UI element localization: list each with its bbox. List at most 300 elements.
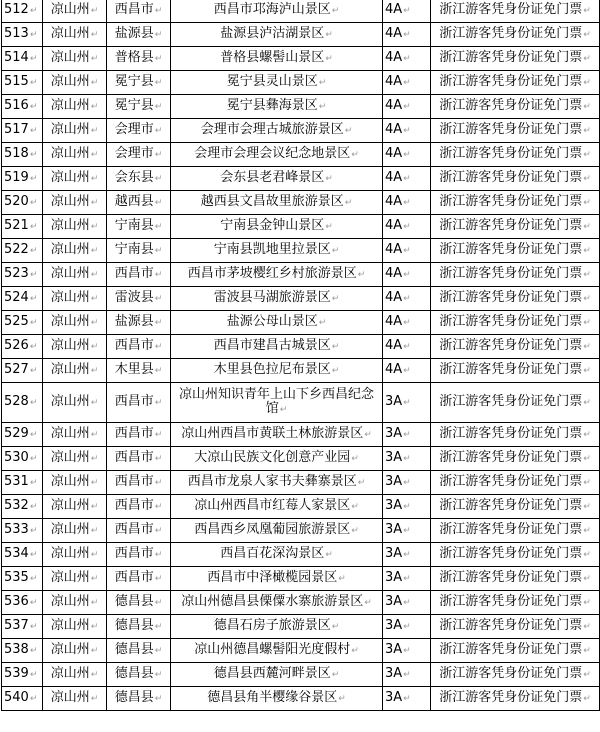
paragraph-mark: ↵ xyxy=(344,198,353,208)
row-number: 529 xyxy=(4,426,29,441)
scenic-spot-name: 西昌市中泽橄榄园景区 xyxy=(207,570,338,585)
scenic-spot-name: 宁南县金钟山景区 xyxy=(220,218,325,233)
policy-cell xyxy=(431,615,600,639)
paragraph-mark: ↵ xyxy=(331,294,340,304)
grade-cell xyxy=(383,263,431,287)
paragraph-mark: ↵ xyxy=(154,30,163,40)
county-cell xyxy=(107,447,171,471)
table-body xyxy=(2,0,600,711)
paragraph-mark: ↵ xyxy=(29,550,38,560)
prefecture: 凉山州 xyxy=(50,194,90,209)
paragraph-mark: ↵ xyxy=(29,502,38,512)
paragraph-mark: ↵ xyxy=(90,550,99,560)
prefecture-cell xyxy=(43,119,107,143)
row-number-cell xyxy=(2,191,43,215)
table-row xyxy=(2,383,600,423)
policy-cell xyxy=(431,359,600,383)
grade-cell xyxy=(383,0,431,23)
ticket-policy: 浙江游客凭身份证免门票 xyxy=(439,394,583,409)
row-number: 533 xyxy=(4,522,29,537)
row-number: 517 xyxy=(4,122,29,137)
prefecture-cell xyxy=(43,311,107,335)
grade-cell xyxy=(383,23,431,47)
scenic-spot-name: 木里县色拉尼布景区 xyxy=(213,362,331,377)
paragraph-mark: ↵ xyxy=(583,30,591,40)
prefecture: 凉山州 xyxy=(50,690,90,705)
row-number: 525 xyxy=(4,314,29,329)
paragraph-mark: ↵ xyxy=(90,398,99,408)
grade-cell xyxy=(383,239,431,263)
scenic-spot-name: 凉山州知识青年上山下乡西昌纪念馆 xyxy=(178,387,374,416)
prefecture: 凉山州 xyxy=(50,426,90,441)
paragraph-mark: ↵ xyxy=(29,670,38,680)
county-cell xyxy=(107,543,171,567)
ticket-policy: 浙江游客凭身份证免门票 xyxy=(439,122,583,137)
paragraph-mark: ↵ xyxy=(90,198,99,208)
paragraph-mark: ↵ xyxy=(583,294,591,304)
paragraph-mark: ↵ xyxy=(29,294,38,304)
grade-cell xyxy=(383,423,431,447)
paragraph-mark: ↵ xyxy=(90,30,99,40)
county-cell xyxy=(107,495,171,519)
paragraph-mark: ↵ xyxy=(154,342,163,352)
county: 德昌县 xyxy=(114,666,154,681)
county: 普格县 xyxy=(114,50,154,65)
county: 西昌市 xyxy=(114,2,154,17)
paragraph-mark: ↵ xyxy=(325,222,333,232)
scenic-spot-name: 西昌市建昌古城景区 xyxy=(213,338,331,353)
scenic-spot-cell xyxy=(171,383,383,423)
prefecture-cell xyxy=(43,191,107,215)
paragraph-mark: ↵ xyxy=(154,478,163,488)
ticket-policy: 浙江游客凭身份证免门票 xyxy=(439,690,583,705)
scenic-spot-name: 越西县文昌故里旅游景区 xyxy=(200,194,344,209)
ticket-policy: 浙江游客凭身份证免门票 xyxy=(439,290,583,305)
prefecture-cell xyxy=(43,543,107,567)
prefecture: 凉山州 xyxy=(50,546,90,561)
county: 德昌县 xyxy=(114,594,154,609)
grade-cell xyxy=(383,663,431,687)
grade: 4A xyxy=(385,362,403,377)
paragraph-mark: ↵ xyxy=(403,646,411,656)
ticket-policy: 浙江游客凭身份证免门票 xyxy=(439,98,583,113)
prefecture-cell xyxy=(43,591,107,615)
ticket-policy: 浙江游客凭身份证免门票 xyxy=(439,522,583,537)
table-row xyxy=(2,423,600,447)
county-cell xyxy=(107,519,171,543)
row-number: 522 xyxy=(4,242,29,257)
paragraph-mark: ↵ xyxy=(154,526,163,536)
policy-cell xyxy=(431,335,600,359)
paragraph-mark: ↵ xyxy=(90,694,99,704)
scenic-spot-name: 雷波县马湖旅游景区 xyxy=(213,290,331,305)
paragraph-mark: ↵ xyxy=(583,78,591,88)
county: 西昌市 xyxy=(114,546,154,561)
county-cell xyxy=(107,71,171,95)
ticket-policy: 浙江游客凭身份证免门票 xyxy=(439,2,583,17)
row-number-cell xyxy=(2,495,43,519)
row-number: 536 xyxy=(4,594,29,609)
prefecture: 凉山州 xyxy=(50,338,90,353)
scenic-spot-name: 冕宁县彝海景区 xyxy=(226,98,318,113)
row-number-cell xyxy=(2,47,43,71)
paragraph-mark: ↵ xyxy=(403,366,411,376)
row-number-cell xyxy=(2,567,43,591)
scenic-spot-name: 会理市会理古城旅游景区 xyxy=(200,122,344,137)
table-row xyxy=(2,71,600,95)
prefecture-cell xyxy=(43,383,107,423)
paragraph-mark: ↵ xyxy=(325,30,333,40)
paragraph-mark: ↵ xyxy=(90,246,99,256)
paragraph-mark: ↵ xyxy=(154,430,163,440)
row-number-cell xyxy=(2,687,43,711)
paragraph-mark: ↵ xyxy=(90,366,99,376)
paragraph-mark: ↵ xyxy=(90,294,99,304)
grade: 3A xyxy=(385,690,403,705)
ticket-policy: 浙江游客凭身份证免门票 xyxy=(439,642,583,657)
paragraph-mark: ↵ xyxy=(90,318,99,328)
ticket-policy: 浙江游客凭身份证免门票 xyxy=(439,362,583,377)
paragraph-mark: ↵ xyxy=(154,646,163,656)
county: 西昌市 xyxy=(114,426,154,441)
paragraph-mark: ↵ xyxy=(583,246,591,256)
prefecture: 凉山州 xyxy=(50,450,90,465)
table-row xyxy=(2,287,600,311)
table-row xyxy=(2,639,600,663)
county-cell xyxy=(107,639,171,663)
grade: 4A xyxy=(385,338,403,353)
grade: 3A xyxy=(385,498,403,513)
policy-cell xyxy=(431,287,600,311)
policy-cell xyxy=(431,47,600,71)
paragraph-mark: ↵ xyxy=(90,102,99,112)
paragraph-mark: ↵ xyxy=(403,30,411,40)
paragraph-mark: ↵ xyxy=(583,622,591,632)
ticket-policy: 浙江游客凭身份证免门票 xyxy=(439,170,583,185)
row-number: 530 xyxy=(4,450,29,465)
paragraph-mark: ↵ xyxy=(154,622,163,632)
row-number-cell xyxy=(2,423,43,447)
ticket-policy: 浙江游客凭身份证免门票 xyxy=(439,26,583,41)
scenic-spot-table xyxy=(1,0,600,711)
grade-cell xyxy=(383,167,431,191)
scenic-spot-cell xyxy=(171,191,383,215)
paragraph-mark: ↵ xyxy=(403,574,411,584)
prefecture-cell xyxy=(43,71,107,95)
scenic-spot-name: 凉山州西昌市红莓人家景区 xyxy=(194,498,351,513)
county-cell xyxy=(107,239,171,263)
paragraph-mark: ↵ xyxy=(583,502,591,512)
table-row xyxy=(2,663,600,687)
paragraph-mark: ↵ xyxy=(331,342,340,352)
grade: 3A xyxy=(385,546,403,561)
table-row xyxy=(2,495,600,519)
row-number: 513 xyxy=(4,26,29,41)
paragraph-mark: ↵ xyxy=(403,694,411,704)
row-number: 512 xyxy=(4,2,29,17)
paragraph-mark: ↵ xyxy=(583,478,591,488)
paragraph-mark: ↵ xyxy=(331,670,340,680)
row-number-cell xyxy=(2,383,43,423)
prefecture: 凉山州 xyxy=(50,570,90,585)
prefecture: 凉山州 xyxy=(50,74,90,89)
paragraph-mark: ↵ xyxy=(338,694,346,704)
county: 西昌市 xyxy=(114,450,154,465)
paragraph-mark: ↵ xyxy=(29,622,38,632)
prefecture: 凉山州 xyxy=(50,474,90,489)
paragraph-mark: ↵ xyxy=(90,646,99,656)
ticket-policy: 浙江游客凭身份证免门票 xyxy=(439,146,583,161)
ticket-policy: 浙江游客凭身份证免门票 xyxy=(439,474,583,489)
paragraph-mark: ↵ xyxy=(403,526,411,536)
ticket-policy: 浙江游客凭身份证免门票 xyxy=(439,242,583,257)
scenic-spot-name: 会理市会理会议纪念地景区 xyxy=(194,146,351,161)
scenic-spot-cell xyxy=(171,567,383,591)
scenic-spot-cell xyxy=(171,167,383,191)
grade-cell xyxy=(383,71,431,95)
grade-cell xyxy=(383,447,431,471)
grade: 3A xyxy=(385,642,403,657)
scenic-spot-name: 普格县螺髻山景区 xyxy=(220,50,325,65)
paragraph-mark: ↵ xyxy=(403,246,411,256)
row-number-cell xyxy=(2,215,43,239)
policy-cell xyxy=(431,239,600,263)
grade-cell xyxy=(383,47,431,71)
prefecture: 凉山州 xyxy=(50,98,90,113)
grade: 4A xyxy=(385,242,403,257)
scenic-spot-name: 西昌西乡凤凰葡园旅游景区 xyxy=(194,522,351,537)
row-number-cell xyxy=(2,0,43,23)
scenic-spot-cell xyxy=(171,95,383,119)
grade-cell xyxy=(383,119,431,143)
paragraph-mark: ↵ xyxy=(583,150,591,160)
paragraph-mark: ↵ xyxy=(29,270,38,280)
grade-cell xyxy=(383,383,431,423)
policy-cell xyxy=(431,23,600,47)
paragraph-mark: ↵ xyxy=(583,574,591,584)
ticket-policy: 浙江游客凭身份证免门票 xyxy=(439,218,583,233)
county: 越西县 xyxy=(114,194,154,209)
scenic-spot-name: 会东县老君峰景区 xyxy=(220,170,325,185)
table-row xyxy=(2,615,600,639)
paragraph-mark: ↵ xyxy=(364,598,372,608)
table-row xyxy=(2,519,600,543)
ticket-policy: 浙江游客凭身份证免门票 xyxy=(439,314,583,329)
paragraph-mark: ↵ xyxy=(344,126,353,136)
ticket-policy: 浙江游客凭身份证免门票 xyxy=(439,594,583,609)
grade-cell xyxy=(383,95,431,119)
county-cell xyxy=(107,0,171,23)
county-cell xyxy=(107,191,171,215)
paragraph-mark: ↵ xyxy=(29,222,38,232)
paragraph-mark: ↵ xyxy=(90,670,99,680)
paragraph-mark: ↵ xyxy=(90,598,99,608)
paragraph-mark: ↵ xyxy=(583,54,591,64)
table-row xyxy=(2,359,600,383)
policy-cell xyxy=(431,567,600,591)
paragraph-mark: ↵ xyxy=(29,198,38,208)
paragraph-mark: ↵ xyxy=(29,430,38,440)
county-cell xyxy=(107,23,171,47)
prefecture-cell xyxy=(43,447,107,471)
paragraph-mark: ↵ xyxy=(403,198,411,208)
prefecture: 凉山州 xyxy=(50,362,90,377)
row-number-cell xyxy=(2,167,43,191)
row-number: 520 xyxy=(4,194,29,209)
paragraph-mark: ↵ xyxy=(29,478,38,488)
paragraph-mark: ↵ xyxy=(90,126,99,136)
paragraph-mark: ↵ xyxy=(154,574,163,584)
paragraph-mark: ↵ xyxy=(154,174,163,184)
paragraph-mark: ↵ xyxy=(90,430,99,440)
row-number-cell xyxy=(2,263,43,287)
table-row xyxy=(2,447,600,471)
paragraph-mark: ↵ xyxy=(325,174,333,184)
paragraph-mark: ↵ xyxy=(90,342,99,352)
policy-cell xyxy=(431,639,600,663)
ticket-policy: 浙江游客凭身份证免门票 xyxy=(439,194,583,209)
county: 宁南县 xyxy=(114,218,154,233)
county-cell xyxy=(107,287,171,311)
paragraph-mark: ↵ xyxy=(29,318,38,328)
prefecture-cell xyxy=(43,167,107,191)
scenic-spot-cell xyxy=(171,543,383,567)
row-number: 516 xyxy=(4,98,29,113)
prefecture: 凉山州 xyxy=(50,522,90,537)
policy-cell xyxy=(431,591,600,615)
table-row xyxy=(2,143,600,167)
paragraph-mark: ↵ xyxy=(583,526,591,536)
paragraph-mark: ↵ xyxy=(403,6,411,16)
row-number: 519 xyxy=(4,170,29,185)
paragraph-mark: ↵ xyxy=(583,174,591,184)
paragraph-mark: ↵ xyxy=(154,670,163,680)
grade: 3A xyxy=(385,394,403,409)
paragraph-mark: ↵ xyxy=(325,550,333,560)
paragraph-mark: ↵ xyxy=(154,246,163,256)
paragraph-mark: ↵ xyxy=(583,694,591,704)
scenic-spot-cell xyxy=(171,215,383,239)
scenic-spot-cell xyxy=(171,287,383,311)
paragraph-mark: ↵ xyxy=(154,550,163,560)
paragraph-mark: ↵ xyxy=(29,646,38,656)
policy-cell xyxy=(431,71,600,95)
paragraph-mark: ↵ xyxy=(90,502,99,512)
paragraph-mark: ↵ xyxy=(154,502,163,512)
paragraph-mark: ↵ xyxy=(403,102,411,112)
paragraph-mark: ↵ xyxy=(90,6,99,16)
ticket-policy: 浙江游客凭身份证免门票 xyxy=(439,50,583,65)
paragraph-mark: ↵ xyxy=(583,598,591,608)
scenic-spot-cell xyxy=(171,687,383,711)
grade: 3A xyxy=(385,594,403,609)
grade-cell xyxy=(383,495,431,519)
prefecture-cell xyxy=(43,615,107,639)
scenic-spot-cell xyxy=(171,23,383,47)
county-cell xyxy=(107,215,171,239)
paragraph-mark: ↵ xyxy=(331,6,340,16)
paragraph-mark: ↵ xyxy=(90,478,99,488)
table-row xyxy=(2,0,600,23)
paragraph-mark: ↵ xyxy=(29,246,38,256)
row-number-cell xyxy=(2,311,43,335)
scenic-spot-cell xyxy=(171,143,383,167)
grade: 4A xyxy=(385,266,403,281)
row-number-cell xyxy=(2,95,43,119)
county: 德昌县 xyxy=(114,642,154,657)
row-number: 535 xyxy=(4,570,29,585)
paragraph-mark: ↵ xyxy=(29,30,38,40)
row-number-cell xyxy=(2,639,43,663)
scenic-spot-cell xyxy=(171,359,383,383)
grade-cell xyxy=(383,311,431,335)
scenic-spot-cell xyxy=(171,639,383,663)
table-row xyxy=(2,591,600,615)
row-number-cell xyxy=(2,519,43,543)
prefecture-cell xyxy=(43,663,107,687)
paragraph-mark: ↵ xyxy=(29,342,38,352)
ticket-policy: 浙江游客凭身份证免门票 xyxy=(439,546,583,561)
row-number: 540 xyxy=(4,690,29,705)
prefecture-cell xyxy=(43,495,107,519)
paragraph-mark: ↵ xyxy=(583,342,591,352)
county-cell xyxy=(107,311,171,335)
grade: 3A xyxy=(385,618,403,633)
scenic-spot-name: 西昌市茅坡樱红乡村旅游景区 xyxy=(187,266,357,281)
row-number: 539 xyxy=(4,666,29,681)
grade-cell xyxy=(383,543,431,567)
paragraph-mark: ↵ xyxy=(90,78,99,88)
paragraph-mark: ↵ xyxy=(351,150,359,160)
table-row xyxy=(2,95,600,119)
row-number-cell xyxy=(2,287,43,311)
county-cell xyxy=(107,687,171,711)
scenic-spot-name: 西昌百花深沟景区 xyxy=(220,546,325,561)
county-cell xyxy=(107,143,171,167)
county-cell xyxy=(107,663,171,687)
row-number-cell xyxy=(2,471,43,495)
paragraph-mark: ↵ xyxy=(403,598,411,608)
policy-cell xyxy=(431,471,600,495)
grade-cell xyxy=(383,335,431,359)
paragraph-mark: ↵ xyxy=(583,6,591,16)
ticket-policy: 浙江游客凭身份证免门票 xyxy=(439,266,583,281)
prefecture: 凉山州 xyxy=(50,666,90,681)
prefecture-cell xyxy=(43,0,107,23)
policy-cell xyxy=(431,495,600,519)
paragraph-mark: ↵ xyxy=(154,270,163,280)
table-row xyxy=(2,119,600,143)
paragraph-mark: ↵ xyxy=(29,574,38,584)
county: 盐源县 xyxy=(114,26,154,41)
paragraph-mark: ↵ xyxy=(90,574,99,584)
paragraph-mark: ↵ xyxy=(90,54,99,64)
county: 西昌市 xyxy=(114,338,154,353)
county-cell xyxy=(107,119,171,143)
policy-cell xyxy=(431,0,600,23)
prefecture-cell xyxy=(43,287,107,311)
ticket-policy: 浙江游客凭身份证免门票 xyxy=(439,666,583,681)
prefecture: 凉山州 xyxy=(50,642,90,657)
paragraph-mark: ↵ xyxy=(403,342,411,352)
table-row xyxy=(2,23,600,47)
scenic-spot-cell xyxy=(171,335,383,359)
grade: 4A xyxy=(385,74,403,89)
scenic-spot-cell xyxy=(171,71,383,95)
paragraph-mark: ↵ xyxy=(403,502,411,512)
policy-cell xyxy=(431,143,600,167)
paragraph-mark: ↵ xyxy=(90,150,99,160)
